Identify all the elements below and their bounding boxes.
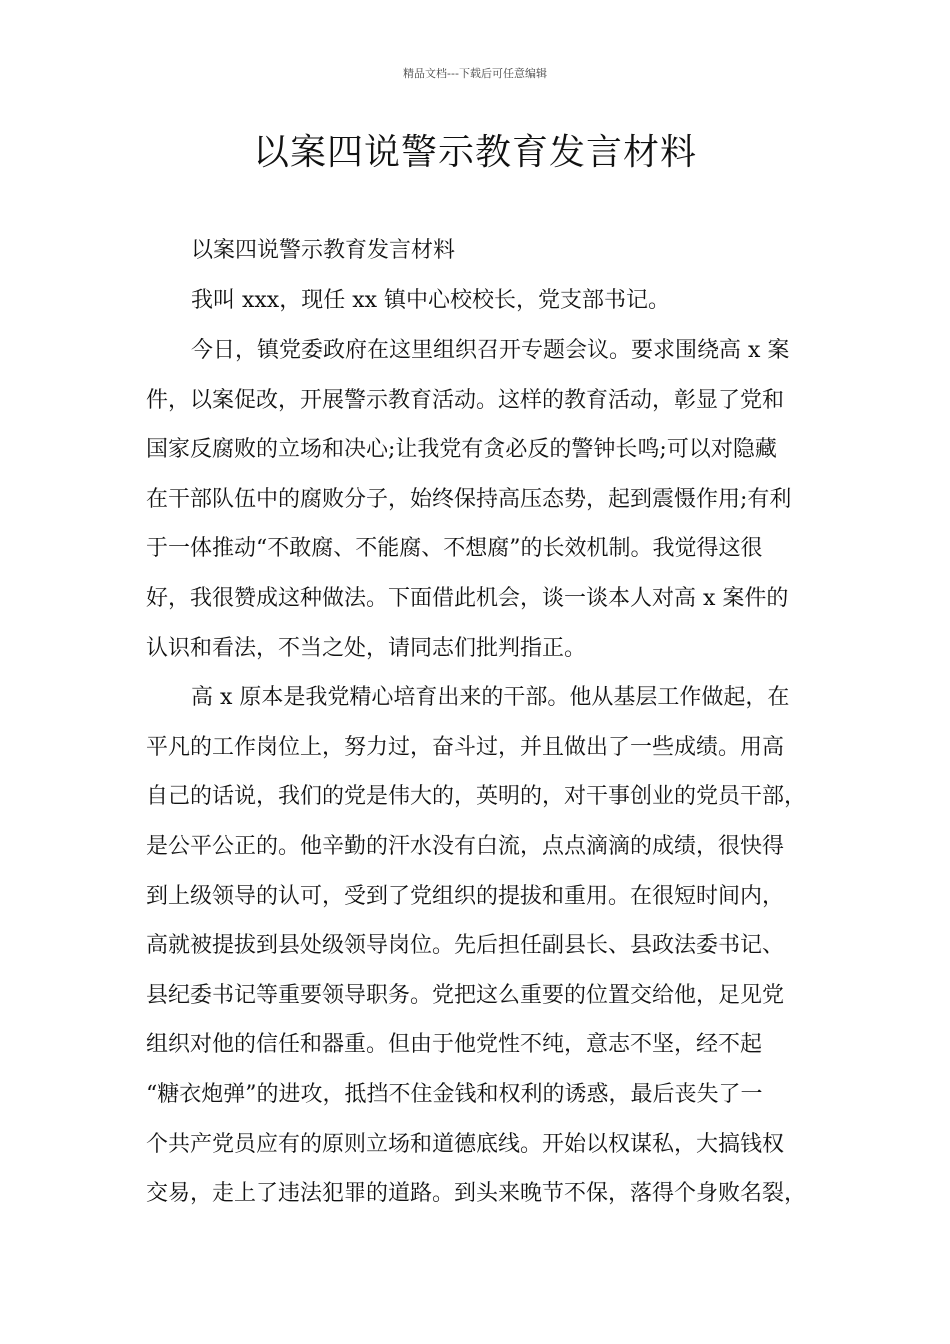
body-line: 以案四说警示教育发言材料 <box>191 238 456 263</box>
body-line: 个共产党员应有的原则立场和道德底线。开始以权谋私，大搞钱权 <box>146 1132 785 1157</box>
body-line: 今日，镇党委政府在这里组织召开专题会议。要求围绕高 x 案 <box>191 338 790 363</box>
body-line: 件，以案促改，开展警示教育活动。这样的教育活动，彰显了党和 <box>146 388 785 413</box>
body-line: 我叫 xxx，现任 xx 镇中心校校长，党支部书记。 <box>191 288 671 313</box>
body-line: 县纪委书记等重要领导职务。党把这么重要的位置交给他，足见党 <box>146 983 785 1008</box>
body-line: 到上级领导的认可，受到了党组织的提拔和重用。在很短时间内， <box>146 884 785 909</box>
body-line: 自己的话说，我们的党是伟大的，英明的，对干事创业的党员干部， <box>146 784 807 809</box>
body-line: 高 x 原本是我党精心培育出来的干部。他从基层工作做起，在 <box>191 685 790 710</box>
body-line: 高就被提拔到县处级领导岗位。先后担任副县长、县政法委书记、 <box>146 933 785 958</box>
body-line: 组织对他的信任和器重。但由于他党性不纯，意志不坚，经不起 <box>146 1032 763 1057</box>
body-line: 认识和看法，不当之处，请同志们批判指正。 <box>146 636 587 661</box>
body-line: 国家反腐败的立场和决心;让我党有贪必反的警钟长鸣;可以对隐藏 <box>146 437 777 462</box>
body-line: 交易，走上了违法犯罪的道路。到头来晚节不保，落得个身败名裂， <box>146 1181 807 1206</box>
body-line: 平凡的工作岗位上，努力过，奋斗过，并且做出了一些成绩。用高 <box>146 735 785 760</box>
body-line: 是公平公正的。他辛勤的汗水没有白流，点点滴滴的成绩，很快得 <box>146 834 785 859</box>
body-line: 于一体推动“不敢腐、不能腐、不想腐”的长效机制。我觉得这很 <box>146 536 763 561</box>
body-line: 好，我很赞成这种做法。下面借此机会，谈一谈本人对高 x 案件的 <box>146 586 789 611</box>
document-title: 以案四说警示教育发言材料 <box>252 132 697 173</box>
body-line: “糖衣炮弹”的进攻，抵挡不住金钱和权利的诱惑，最后丧失了一 <box>146 1082 763 1107</box>
header-note: 精品文档---下载后可任意编辑 <box>403 67 547 80</box>
body-line: 在干部队伍中的腐败分子，始终保持高压态势，起到震慑作用;有利 <box>146 487 792 512</box>
